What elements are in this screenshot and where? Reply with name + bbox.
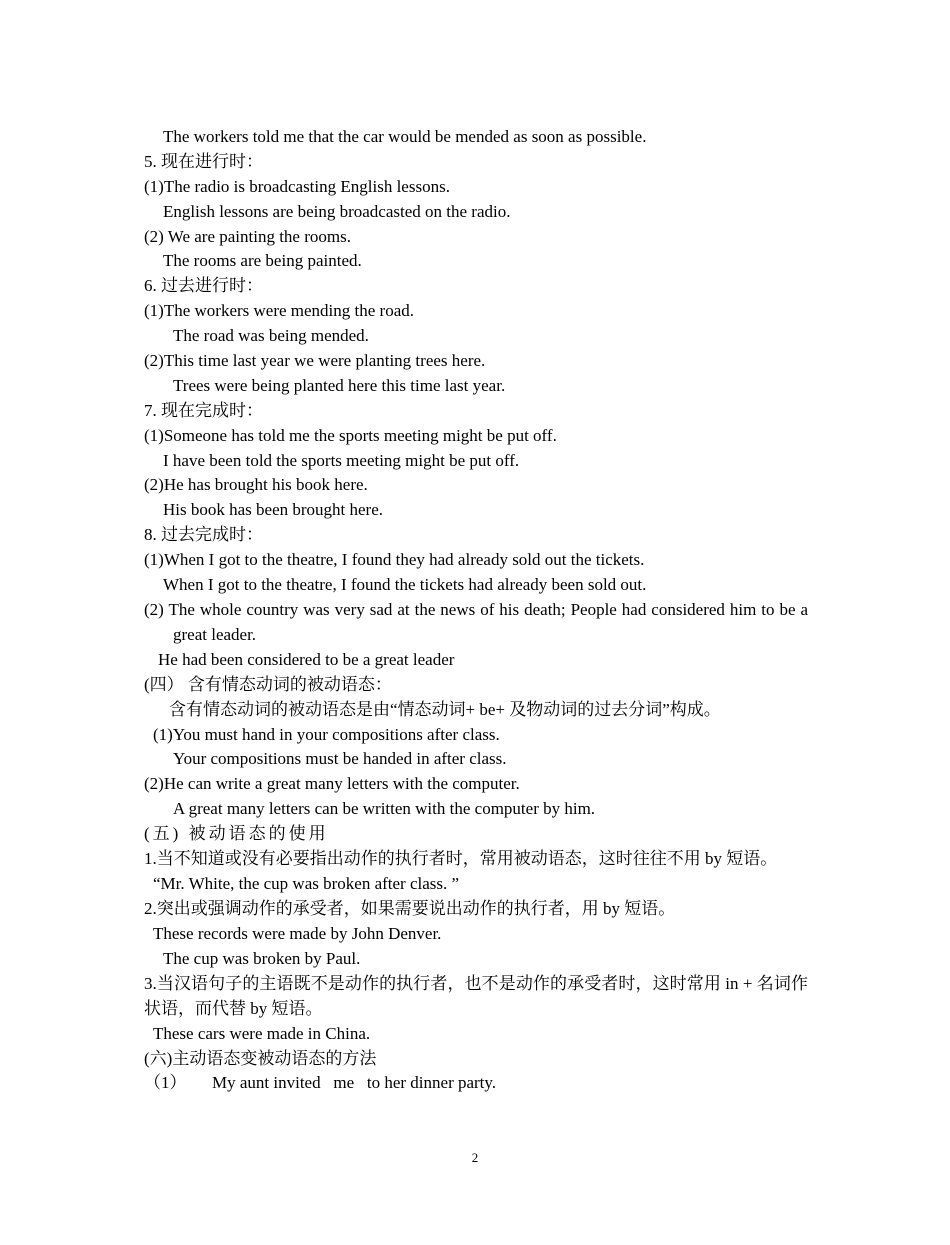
example-sentence: (1)The radio is broadcasting English lessons. bbox=[144, 176, 450, 196]
example-sentence: (2)He has brought his book here. bbox=[144, 475, 368, 495]
example-sentence: A great many letters can be written with the computer by him. bbox=[173, 799, 596, 819]
example-sentence: He had been considered to be a great leader bbox=[158, 649, 455, 669]
example-sentence: (1)Someone has told me the sports meeting might be put off. bbox=[144, 425, 557, 445]
example-sentence: These cars were made in China. bbox=[153, 1023, 371, 1043]
page-number: 2 bbox=[471, 1150, 479, 1165]
section-heading: 5. 现在进行时： bbox=[144, 151, 263, 171]
rule-text: 3.当汉语句子的主语既不是动作的执行者，也不是动作的承受者时，这时常用 in + 名词作状语，而代替 by 短语。 bbox=[144, 973, 808, 1018]
document-body bbox=[144, 124, 808, 1095]
rule-text: 1.当不知道或没有必要指出动作的执行者时，常用被动语态，这时往往不用 by 短语。 bbox=[144, 849, 778, 869]
example-sentence: When I got to the theatre, I found the tickets had already been sold out. bbox=[163, 575, 647, 595]
example-sentence: His book has been brought here. bbox=[163, 500, 384, 520]
example-sentence: （1） My aunt invited me to her dinner party. bbox=[144, 1073, 497, 1093]
section-heading: 7. 现在完成时： bbox=[144, 400, 263, 420]
section-heading: 6. 过去进行时： bbox=[144, 276, 263, 296]
rule-text: 2.突出或强调动作的承受者，如果需要说出动作的执行者，用 by 短语。 bbox=[144, 898, 676, 918]
section-heading: (五) 被动语态的使用 bbox=[144, 824, 329, 844]
text-line: The workers told me that the car would be mended as soon as possible. bbox=[163, 127, 647, 146]
example-sentence: The cup was broken by Paul. bbox=[163, 948, 361, 968]
section-heading: (四） 含有情态动词的被动语态： bbox=[144, 674, 392, 694]
example-sentence: (1)You must hand in your compositions after class. bbox=[153, 724, 500, 744]
example-sentence: English lessons are being broadcasted on the radio. bbox=[163, 201, 511, 221]
example-sentence: (2)He can write a great many letters with the computer. bbox=[144, 774, 520, 794]
section-heading: 8. 过去完成时： bbox=[144, 525, 263, 545]
example-sentence: (2) The whole country was very sad at the news of his death; People had considered him to be a great leader. bbox=[144, 599, 808, 644]
example-sentence: I have been told the sports meeting might be put off. bbox=[163, 450, 520, 470]
example-sentence: Your compositions must be handed in after class. bbox=[173, 749, 507, 769]
example-sentence: These records were made by John Denver. bbox=[153, 923, 442, 943]
example-sentence: (2)This time last year we were planting trees here. bbox=[144, 351, 486, 371]
example-sentence: The rooms are being painted. bbox=[163, 251, 362, 271]
example-sentence: (1)The workers were mending the road. bbox=[144, 301, 415, 321]
example-sentence: (2) We are painting the rooms. bbox=[144, 226, 351, 246]
example-sentence: “Mr. White, the cup was broken after class. ” bbox=[153, 874, 460, 894]
example-sentence: (1)When I got to the theatre, I found they had already sold out the tickets. bbox=[144, 550, 645, 570]
section-heading: (六)主动语态变被动语态的方法 bbox=[144, 1048, 377, 1068]
example-sentence: The road was being mended. bbox=[173, 326, 369, 346]
rule-text: 含有情态动词的被动语态是由“情态动词+ be+ 及物动词的过去分词”构成。 bbox=[169, 699, 721, 719]
example-sentence: Trees were being planted here this time last year. bbox=[173, 375, 506, 395]
